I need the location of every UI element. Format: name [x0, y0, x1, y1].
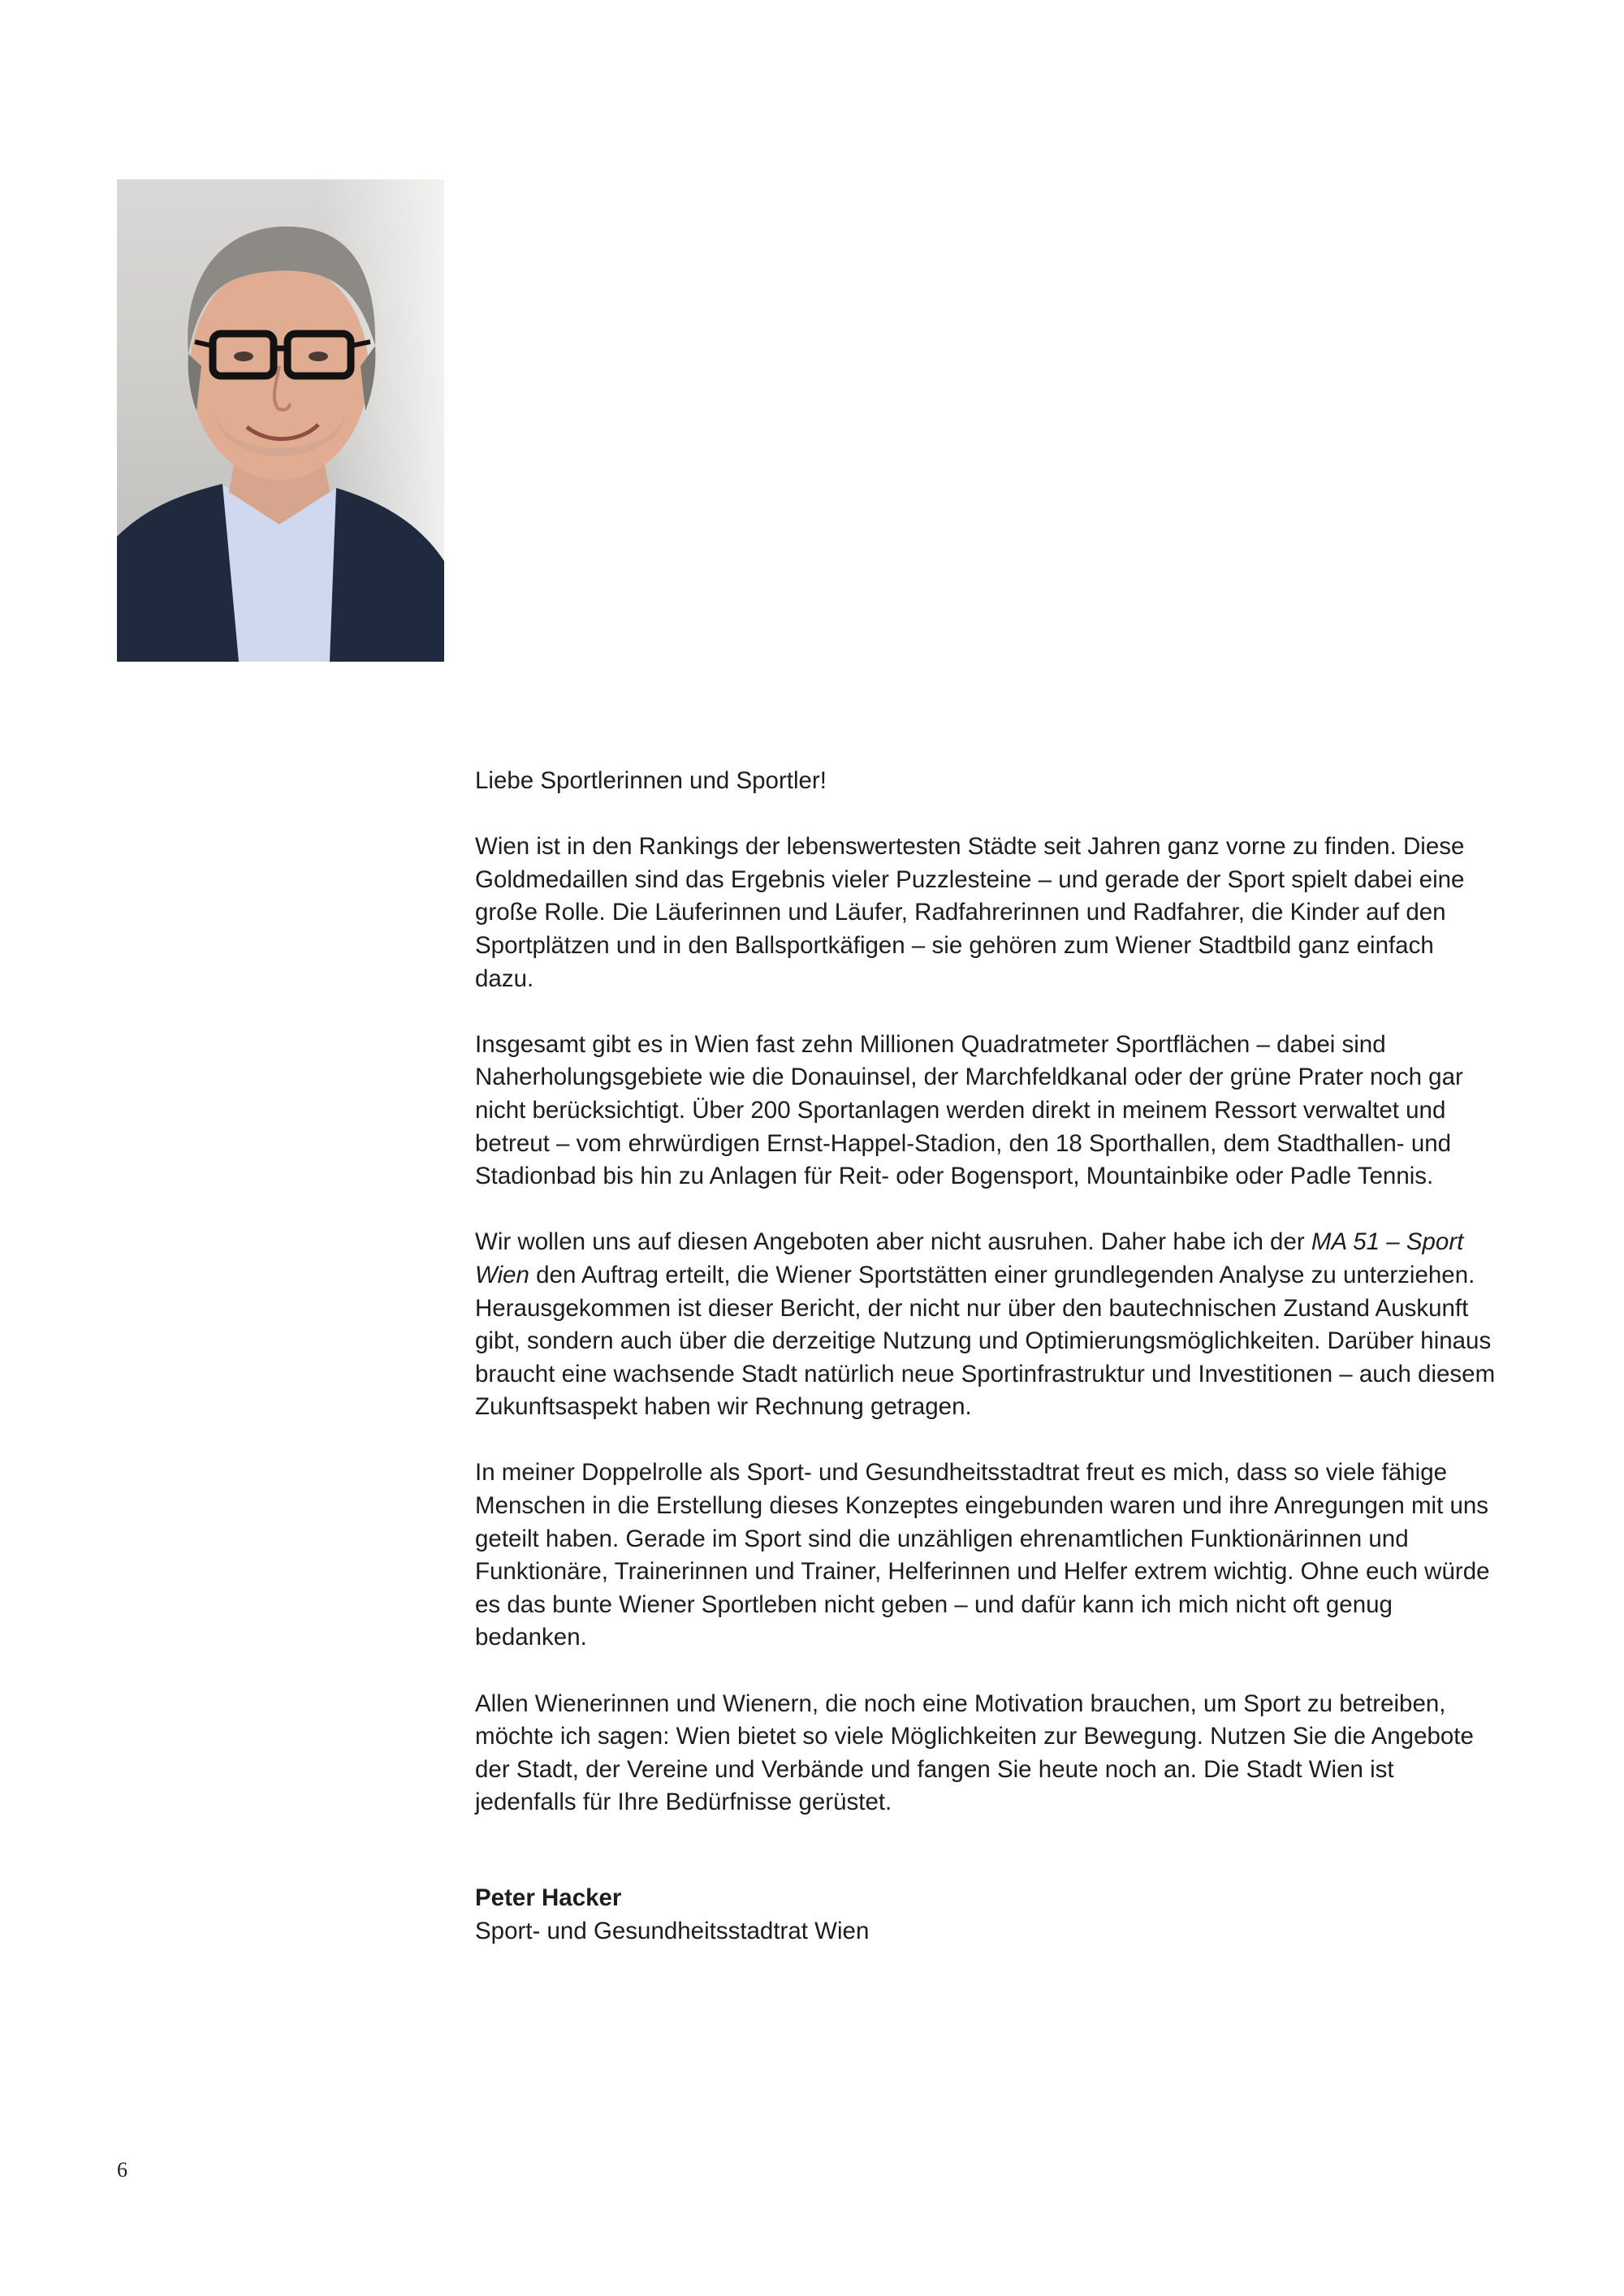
department-name: MA 51 – Sport Wien [475, 1228, 1464, 1288]
letter-paragraph [475, 1226, 1498, 1424]
letter-body [475, 765, 1498, 1853]
letter-greeting: Liebe Sportlerinnen und Sportler! [475, 767, 827, 794]
portrait-illustration [117, 179, 444, 662]
letter-paragraph: Allen Wienerinnen und Wienern, die noch eine Motivation brauchen, um Sport zu betreiben, möchte ich sagen: Wien bietet so viele Möglichkeiten zur Bewegung. Nutzen Sie die Angebote der Stadt, der Vereine und Verbände und fangen Sie heute noch an. Die Stadt Wien ist jedenfalls für Ihre Bedürfnisse gerüstet. [475, 1690, 1474, 1816]
signature-name: Peter Hacker [475, 1884, 622, 1911]
paragraph-text: Wir wollen uns auf diesen Angeboten aber nicht ausruhen. Daher habe ich der [475, 1228, 1311, 1256]
letter-paragraph: Wien ist in den Rankings der lebenswertesten Städte seit Jahren ganz vorne zu finden. Diese Goldmedaillen sind das Ergebnis vieler Puzzlesteine – und gerade der Sport spielt dabei eine große Rolle. Die Läuferinnen und Läufer, Radfahrerinnen und Radfahrer, die Kinder auf den Sportplätzen und in den Ballsportkäfigen – sie gehören zum Wiener Stadtbild ganz einfach dazu. [475, 833, 1465, 992]
letter-paragraph: Insgesamt gibt es in Wien fast zehn Millionen Quadratmeter Sportflächen – dabei sind Naherholungsgebiete wie die Donauinsel, der Marchfeldkanal oder der grüne Prater noch gar nicht berücksichtigt. Über 200 Sportanlagen werden direkt in meinem Ressort verwaltet und betreut – vom ehrwürdigen Ernst-Happel-Stadion, den 18 Sporthallen, dem Stadthallen- und Stadionbad bis hin zu Anlagen für Reit- oder Bogensport, Mountainbike oder Padle Tennis. [475, 1030, 1463, 1190]
signature-title: Sport- und Gesundheitsstadtrat Wien [475, 1917, 870, 1944]
letter-paragraph: In meiner Doppelrolle als Sport- und Gesundheitsstadtrat freut es mich, dass so viele fähige Menschen in die Erstellung dieses Konzeptes eingebunden waren und ihre Anregungen mit uns geteilt haben. Gerade im Sport sind die unzähligen ehrenamtlichen Funktionärinnen und Funktionäre, Trainerinnen und Trainer, Helferinnen und Helfer extrem wichtig. Ohne euch würde es das bunte Wiener Sportleben nicht geben – und dafür kann ich mich nicht oft genug bedanken. [475, 1459, 1490, 1651]
signature-block [475, 1882, 869, 1948]
photo-credit: © David Bohmann / PID [541, 647, 561, 831]
portrait-photo [117, 179, 561, 831]
page-number: 6 [117, 2158, 127, 2182]
paragraph-text: den Auftrag erteilt, die Wiener Sportstätten einer grundlegenden Analyse zu unterziehen. Herausgekommen ist dieser Bericht, der nicht nur über den bautechnischen Zustand Auskunft gibt, sondern auch über die derzeitige Nutzung und Optimierungsmöglichkeiten. Darüber hinaus braucht eine wachsende Stadt natürlich neue Sportinfrastruktur und Investitionen – auch diesem Zukunftsaspekt haben wir Rechnung getragen. [475, 1261, 1496, 1421]
